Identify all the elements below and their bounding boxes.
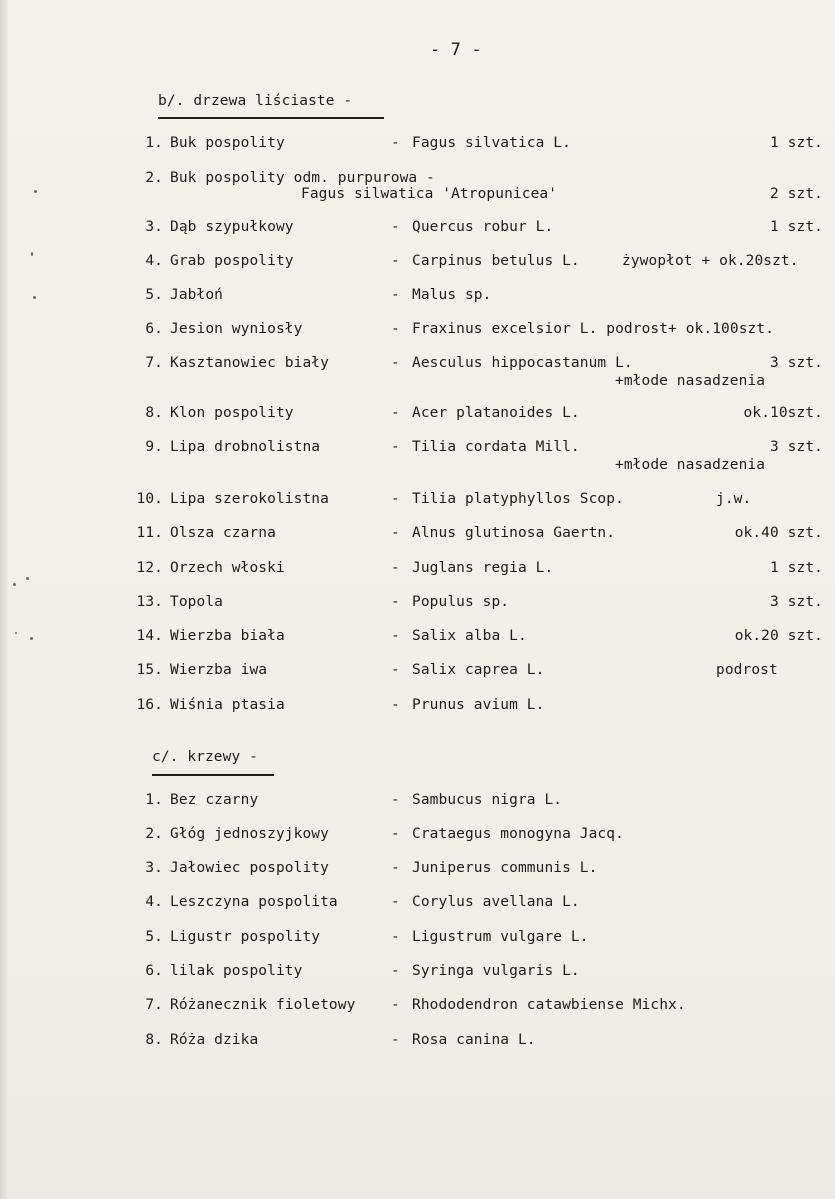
polish-name: Buk pospolity odm. purpurowa - bbox=[170, 170, 435, 186]
latin-name: Syringa vulgaris L. bbox=[412, 963, 580, 979]
separator-dash: - bbox=[391, 894, 400, 910]
polish-name: Różanecznik fioletowy bbox=[170, 997, 356, 1013]
polish-name: Róża dzika bbox=[170, 1032, 259, 1048]
separator-dash: - bbox=[391, 826, 400, 842]
latin-name: Crataegus monogyna Jacq. bbox=[412, 826, 624, 842]
separator-dash: - bbox=[391, 560, 400, 576]
item-number: 2. bbox=[145, 170, 163, 186]
latin-name: Sambucus nigra L. bbox=[412, 792, 563, 808]
separator-dash: - bbox=[391, 792, 400, 808]
latin-name: Quercus robur L. bbox=[412, 219, 554, 235]
polish-name: Jałowiec pospolity bbox=[170, 860, 329, 876]
polish-name: Dąb szypułkowy bbox=[170, 219, 294, 235]
item-number: 13. bbox=[136, 594, 163, 610]
separator-dash: - bbox=[391, 963, 400, 979]
item-number: 3. bbox=[145, 219, 163, 235]
note: +młode nasadzenia bbox=[615, 373, 766, 389]
latin-name: Alnus glutinosa Gaertn. bbox=[412, 525, 616, 541]
section-heading-trees: b/. drzewa liściaste - bbox=[158, 93, 353, 109]
separator-dash: - bbox=[391, 219, 400, 235]
latin-name: Salix caprea L. bbox=[412, 662, 545, 678]
separator-dash: - bbox=[391, 662, 400, 678]
quantity: 3 szt. bbox=[770, 439, 823, 455]
polish-name: Wiśnia ptasia bbox=[170, 697, 285, 713]
quantity: 1 szt. bbox=[770, 219, 823, 235]
quantity: ok.40 szt. bbox=[734, 525, 823, 541]
polish-name: Jabłoń bbox=[170, 287, 223, 303]
polish-name: Jesion wyniosły bbox=[170, 321, 303, 337]
item-number: 6. bbox=[145, 321, 163, 337]
polish-name: Głóg jednoszyjkowy bbox=[170, 826, 329, 842]
polish-name: Leszczyna pospolita bbox=[170, 894, 338, 910]
item-number: 8. bbox=[145, 405, 163, 421]
item-number: 14. bbox=[136, 628, 163, 644]
separator-dash: - bbox=[391, 405, 400, 421]
separator-dash: - bbox=[391, 860, 400, 876]
separator-dash: - bbox=[391, 697, 400, 713]
latin-name: Malus sp. bbox=[412, 287, 492, 303]
separator-dash: - bbox=[391, 929, 400, 945]
item-number: 2. bbox=[145, 826, 163, 842]
latin-name: Fagus silwatica 'Atropunicea' bbox=[301, 186, 558, 202]
item-number: 1. bbox=[145, 135, 163, 151]
separator-dash: - bbox=[391, 594, 400, 610]
item-number: 10. bbox=[136, 491, 163, 507]
quantity: 3 szt. bbox=[770, 355, 823, 371]
separator-dash: - bbox=[391, 253, 400, 269]
latin-name: Acer platanoides L. bbox=[412, 405, 580, 421]
polish-name: Grab pospolity bbox=[170, 253, 294, 269]
quantity: ok.20 szt. bbox=[734, 628, 823, 644]
quantity: ok.10szt. bbox=[743, 405, 823, 421]
separator-dash: - bbox=[391, 321, 400, 337]
latin-name: Populus sp. bbox=[412, 594, 510, 610]
latin-name: Juglans regia L. bbox=[412, 560, 554, 576]
item-number: 3. bbox=[145, 860, 163, 876]
polish-name: Kasztanowiec biały bbox=[170, 355, 329, 371]
item-number: 4. bbox=[145, 253, 163, 269]
latin-name: Carpinus betulus L. bbox=[412, 253, 580, 269]
note: żywopłot + ok.20szt. bbox=[622, 253, 799, 269]
polish-name: lilak pospolity bbox=[170, 963, 303, 979]
polish-name: Lipa szerokolistna bbox=[170, 491, 329, 507]
separator-dash: - bbox=[391, 491, 400, 507]
polish-name: Olsza czarna bbox=[170, 525, 276, 541]
latin-name: Rosa canina L. bbox=[412, 1032, 536, 1048]
latin-name: Prunus avium L. bbox=[412, 697, 545, 713]
item-number: 8. bbox=[145, 1032, 163, 1048]
polish-name: Bez czarny bbox=[170, 792, 259, 808]
quantity: 1 szt. bbox=[770, 560, 823, 576]
note: +młode nasadzenia bbox=[615, 457, 766, 473]
polish-name: Wierzba iwa bbox=[170, 662, 268, 678]
quantity: 1 szt. bbox=[770, 135, 823, 151]
item-number: 15. bbox=[136, 662, 163, 678]
separator-dash: - bbox=[391, 628, 400, 644]
item-number: 9. bbox=[145, 439, 163, 455]
note: podrost bbox=[716, 662, 778, 678]
polish-name: Ligustr pospolity bbox=[170, 929, 321, 945]
item-number: 12. bbox=[136, 560, 163, 576]
latin-name: Ligustrum vulgare L. bbox=[412, 929, 589, 945]
latin-name: Juniperus communis L. bbox=[412, 860, 598, 876]
polish-name: Wierzba biała bbox=[170, 628, 285, 644]
separator-dash: - bbox=[391, 1032, 400, 1048]
separator-dash: - bbox=[391, 287, 400, 303]
polish-name: Topola bbox=[170, 594, 223, 610]
separator-dash: - bbox=[391, 135, 400, 151]
latin-name: Aesculus hippocastanum L. bbox=[412, 355, 633, 371]
item-number: 6. bbox=[145, 963, 163, 979]
note: j.w. bbox=[716, 491, 752, 507]
item-number: 4. bbox=[145, 894, 163, 910]
item-number: 1. bbox=[145, 792, 163, 808]
latin-name: Fraxinus excelsior L. podrost+ ok.100szt. bbox=[412, 321, 775, 337]
polish-name: Orzech włoski bbox=[170, 560, 285, 576]
item-number: 5. bbox=[145, 287, 163, 303]
separator-dash: - bbox=[391, 525, 400, 541]
section-heading-shrubs: c/. krzewy - bbox=[152, 749, 258, 765]
separator-dash: - bbox=[391, 355, 400, 371]
latin-name: Fagus silvatica L. bbox=[412, 135, 571, 151]
polish-name: Buk pospolity bbox=[170, 135, 285, 151]
quantity: 3 szt. bbox=[770, 594, 823, 610]
item-number: 5. bbox=[145, 929, 163, 945]
separator-dash: - bbox=[391, 439, 400, 455]
latin-name: Rhododendron catawbiense Michx. bbox=[412, 997, 686, 1013]
latin-name: Salix alba L. bbox=[412, 628, 527, 644]
item-number: 7. bbox=[145, 997, 163, 1013]
polish-name: Lipa drobnolistna bbox=[170, 439, 321, 455]
latin-name: Corylus avellana L. bbox=[412, 894, 580, 910]
latin-name: Tilia platyphyllos Scop. bbox=[412, 491, 624, 507]
quantity: 2 szt. bbox=[770, 186, 823, 202]
page-number: - 7 - bbox=[430, 40, 482, 60]
latin-name: Tilia cordata Mill. bbox=[412, 439, 580, 455]
item-number: 11. bbox=[136, 525, 163, 541]
polish-name: Klon pospolity bbox=[170, 405, 294, 421]
item-number: 16. bbox=[136, 697, 163, 713]
item-number: 7. bbox=[145, 355, 163, 371]
separator-dash: - bbox=[391, 997, 400, 1013]
